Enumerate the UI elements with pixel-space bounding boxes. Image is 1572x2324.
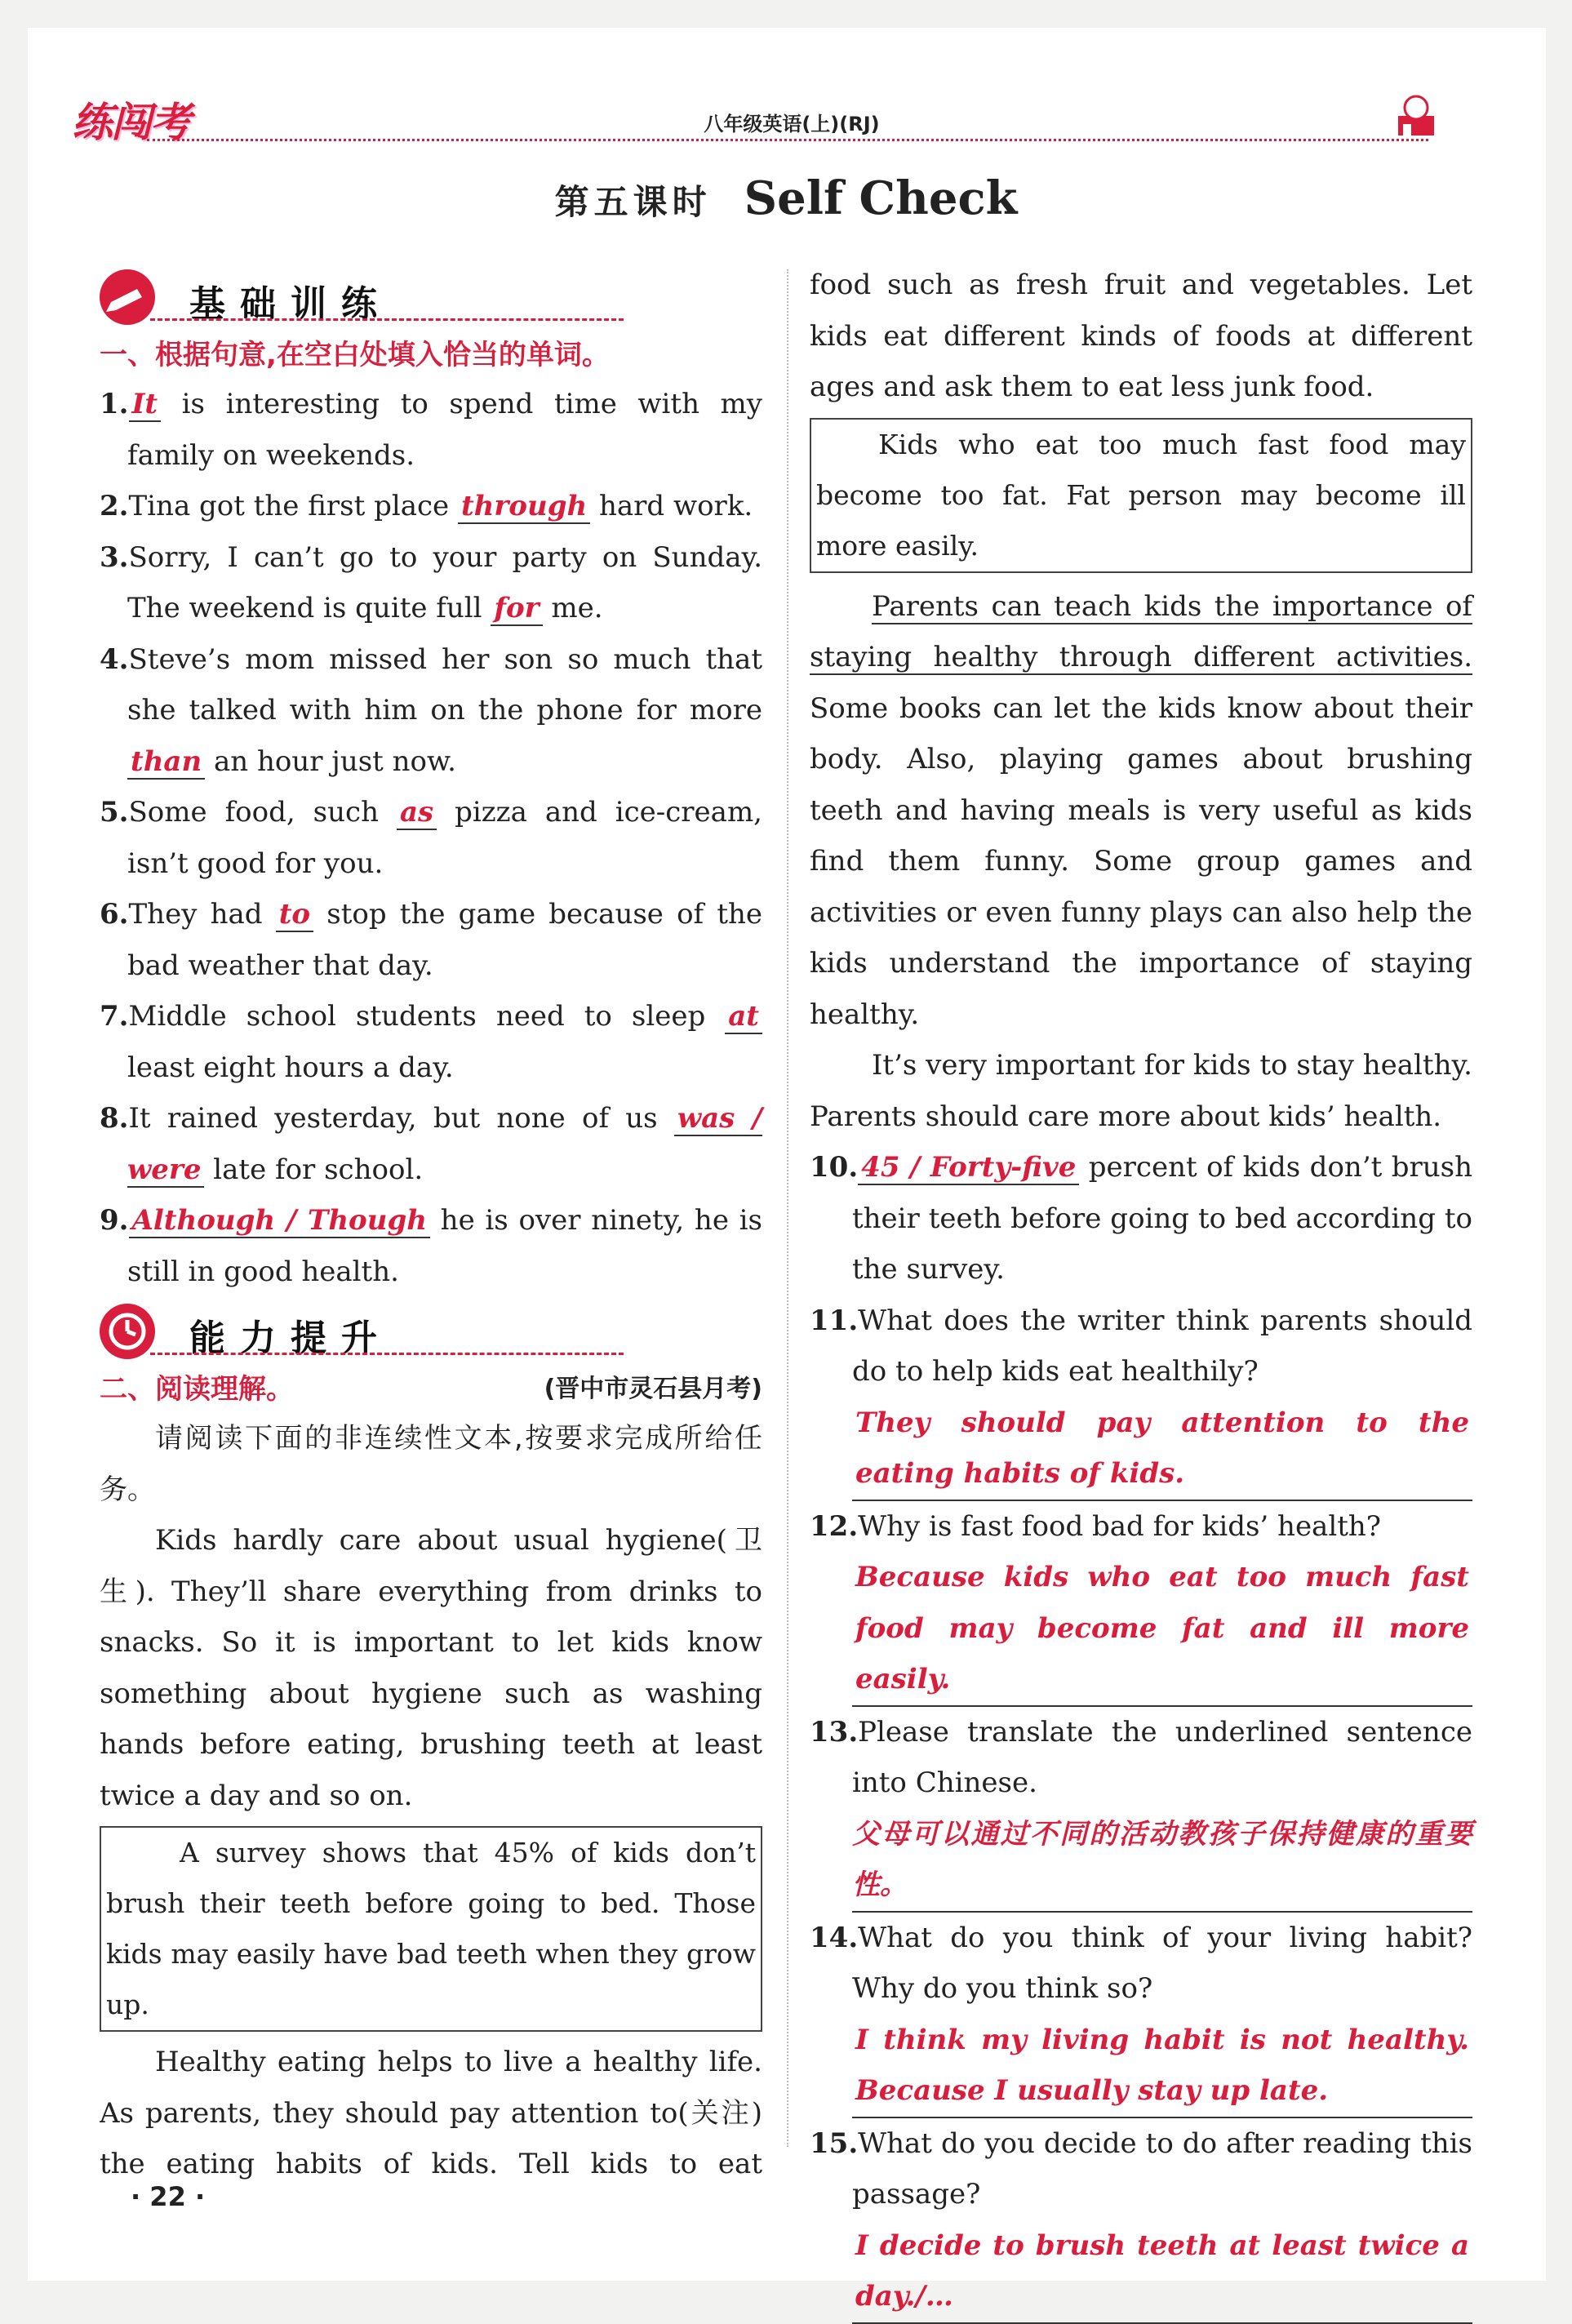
answer: It xyxy=(129,388,162,422)
list-item: 1. It is interesting to spend time with my family on weekends. xyxy=(100,388,762,472)
page-title xyxy=(0,171,1572,225)
question-11: 11.What does the writer think parents should do to help kids eat healthily? xyxy=(810,1304,1472,1388)
answer-14: I think my living habit is not healthy. Because I usually stay up late. xyxy=(810,2015,1472,2118)
list-item: 5.Some food, such as pizza and ice-cream, isn’t good for you. xyxy=(100,796,762,880)
left-column xyxy=(100,269,762,2190)
instruction-1: 一、根据句意,在空白处填入恰当的单词。 xyxy=(100,339,610,371)
underlined-sentence: Parents can teach kids the importance of staying healthy through different activities. xyxy=(810,589,1472,673)
header-divider xyxy=(147,139,1428,141)
question-14: 14.What do you think of your living habit? Why do you think so? xyxy=(810,1921,1472,2005)
answer-12: Because kids who eat too much fast food may become fat and ill more easily. xyxy=(810,1552,1472,1707)
lesson-en: Self Check xyxy=(744,171,1018,225)
list-item: 2.Tina got the first place through hard work. xyxy=(100,490,753,522)
answer-15: I decide to brush teeth at least twice a day./… xyxy=(810,2220,1472,2324)
list-item: 9. Although / Though he is over ninety, he is still in good health. xyxy=(100,1204,762,1288)
reading-text-right xyxy=(810,260,1472,2324)
answer: than xyxy=(127,745,205,780)
survey-box: A survey shows that 45% of kids don’t brush their teeth before going to bed. Those kids may easily have bad teeth when they grow up. xyxy=(100,1826,762,2032)
answer-13: 父母可以通过不同的活动教孩子保持健康的重要性。 xyxy=(810,1809,1472,1913)
section-header-basic xyxy=(100,269,762,327)
lesson-cn: 第五课时 xyxy=(554,182,712,222)
answer-11: They should pay attention to the eating habits of kids. xyxy=(810,1398,1472,1501)
paragraph-3: Parents can teach kids the importance of staying healthy through different activities. Some books can let the kids know about their body. Also, playing games about brushing teeth and having meals is very useful as kids find them funny. Some group games and activities or even funny plays can also help the kids understand the importance of staying healthy. xyxy=(810,589,1472,1031)
paragraph-1: Kids hardly care about usual hygiene(卫生). They’ll share everything from drinks to snacks. So it is important to let kids know something about hygiene such as washing hands before eating, brushing teeth at least twice a day and so on. xyxy=(100,1524,762,1812)
instruction-2-row xyxy=(100,1366,762,1413)
book-title: 八年级英语(上)(RJ) xyxy=(704,113,880,136)
list-item: 7.Middle school students need to sleep at least eight hours a day. xyxy=(100,991,762,1093)
answer: 45 / Forty-five xyxy=(858,1151,1079,1185)
column-divider xyxy=(787,269,788,2147)
answer: for xyxy=(491,592,542,626)
instruction-2: 二、阅读理解。 xyxy=(100,1373,294,1406)
list-item: 4.Steve’s mom missed her son so much that she talked with him on the phone for more than an hour just now. xyxy=(100,642,762,778)
list-item: 8.It rained yesterday, but none of us was / were late for school. xyxy=(100,1102,762,1186)
section-dash xyxy=(150,318,624,321)
brand-logo: 练闯考 xyxy=(72,99,189,146)
clock-icon xyxy=(100,1304,155,1359)
section-label: 基础训练 xyxy=(189,283,392,325)
list-item: 6.They had to stop the game because of the bad weather that day. xyxy=(100,898,763,982)
question-12: 12.Why is fast food bad for kids’ health? xyxy=(810,1509,1381,1543)
list-item: 3.Sorry, I can’t go to your party on Sunday. The weekend is quite full for me. xyxy=(100,540,762,624)
question-13: 13.Please translate the underlined sentence into Chinese. xyxy=(810,1715,1472,1799)
answer: through xyxy=(458,490,590,524)
question-15: 15.What do you decide to do after reading this passage? xyxy=(810,2126,1472,2211)
paragraph-2-cont: food such as fresh fruit and vegetables. Let kids eat different kinds of foods at different ages and ask them to eat less junk food. xyxy=(810,269,1472,403)
page-number: · 22 · xyxy=(131,2181,206,2212)
reading-text-left xyxy=(100,1413,762,2190)
answer: Although / Though xyxy=(129,1204,430,1238)
mascot-icon xyxy=(1392,91,1441,140)
section-dash xyxy=(150,1353,624,1355)
answer: to xyxy=(276,898,313,932)
source-label: (晋中市灵石县月考) xyxy=(544,1375,762,1403)
right-column xyxy=(810,260,1472,2324)
paragraph-4: It’s very important for kids to stay healthy. Parents should care more about kids’ health. xyxy=(810,1049,1472,1133)
answer: as xyxy=(397,796,437,830)
section-label: 能力提升 xyxy=(189,1318,392,1359)
question-10: 10. 45 / Forty-five percent of kids don’t brush their teeth before going to bed according to the survey. xyxy=(810,1151,1472,1286)
intro: 请阅读下面的非连续性文本,按要求完成所给任务。 xyxy=(100,1422,762,1506)
answer: was / were xyxy=(127,1102,762,1186)
section-header-advanced xyxy=(100,1304,762,1361)
fast-food-box: Kids who eat too much fast food may become too fat. Fat person may become ill more easily. xyxy=(810,418,1472,573)
pencil-icon xyxy=(100,269,155,325)
paragraph-2: Healthy eating helps to live a healthy life. As parents, they should pay attention to(关注) the eating habits of kids. Tell kids to eat xyxy=(100,2046,762,2180)
fill-blank-list xyxy=(100,379,762,1297)
answer: at xyxy=(725,1000,762,1034)
